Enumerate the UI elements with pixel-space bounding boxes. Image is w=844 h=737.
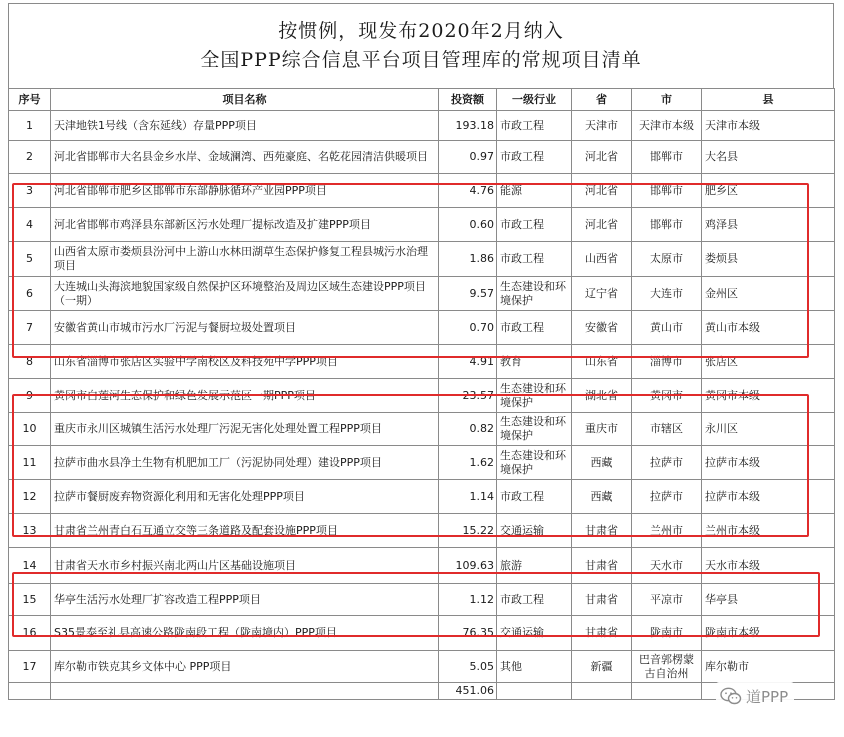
highlight-box-rows-14-15 bbox=[12, 572, 820, 637]
city: 黄冈市 bbox=[632, 379, 702, 413]
row-index: 3 bbox=[9, 174, 51, 208]
industry: 教育 bbox=[497, 345, 572, 379]
empty-cell bbox=[497, 683, 572, 700]
project-name: 库尔勒市铁克其乡文体中心 PPP项目 bbox=[51, 651, 439, 683]
table-row bbox=[9, 651, 835, 683]
investment-amount: 109.63 bbox=[439, 548, 497, 584]
row-index: 16 bbox=[9, 616, 51, 651]
header-investment: 投资额 bbox=[439, 89, 497, 111]
row-index: 1 bbox=[9, 111, 51, 141]
county: 永川区 bbox=[702, 413, 835, 446]
row-index: 11 bbox=[9, 446, 51, 480]
county: 库尔勒市 bbox=[702, 651, 835, 683]
county: 金州区 bbox=[702, 277, 835, 311]
industry: 市政工程 bbox=[497, 208, 572, 242]
city: 巴音郭楞蒙古自治州 bbox=[632, 651, 702, 683]
row-index: 5 bbox=[9, 242, 51, 277]
county: 华亭县 bbox=[702, 584, 835, 616]
county: 兰州市本级 bbox=[702, 514, 835, 548]
industry: 生态建设和环境保护 bbox=[497, 446, 572, 480]
province: 河北省 bbox=[572, 141, 632, 174]
total-investment: 451.06 bbox=[439, 683, 497, 700]
province: 天津市 bbox=[572, 111, 632, 141]
investment-amount: 5.05 bbox=[439, 651, 497, 683]
header-city: 市 bbox=[632, 89, 702, 111]
county: 陇南市本级 bbox=[702, 616, 835, 651]
table-row bbox=[9, 141, 835, 174]
province: 山东省 bbox=[572, 345, 632, 379]
province: 甘肃省 bbox=[572, 584, 632, 616]
highlight-box-rows-3-7 bbox=[12, 183, 809, 358]
city: 黄山市 bbox=[632, 311, 702, 345]
city: 太原市 bbox=[632, 242, 702, 277]
document-title bbox=[8, 3, 834, 88]
city: 平凉市 bbox=[632, 584, 702, 616]
investment-amount: 0.97 bbox=[439, 141, 497, 174]
project-name: 天津地铁1号线（含东延线）存量PPP项目 bbox=[51, 111, 439, 141]
province: 西藏 bbox=[572, 446, 632, 480]
investment-amount: 1.14 bbox=[439, 480, 497, 514]
county: 张店区 bbox=[702, 345, 835, 379]
investment-amount: 1.12 bbox=[439, 584, 497, 616]
county: 娄烦县 bbox=[702, 242, 835, 277]
row-index: 13 bbox=[9, 514, 51, 548]
industry: 市政工程 bbox=[497, 141, 572, 174]
project-name: 河北省邯郸市鸡泽县东部新区污水处理厂提标改造及扩建PPP项目 bbox=[51, 208, 439, 242]
investment-amount: 23.57 bbox=[439, 379, 497, 413]
investment-amount: 9.57 bbox=[439, 277, 497, 311]
city: 淄博市 bbox=[632, 345, 702, 379]
city: 邯郸市 bbox=[632, 208, 702, 242]
province: 河北省 bbox=[572, 208, 632, 242]
city: 陇南市 bbox=[632, 616, 702, 651]
industry: 交通运输 bbox=[497, 616, 572, 651]
investment-amount: 0.70 bbox=[439, 311, 497, 345]
project-name: 重庆市永川区城镇生活污水处理厂污泥无害化处理处置工程PPP项目 bbox=[51, 413, 439, 446]
county: 天津市本级 bbox=[702, 111, 835, 141]
industry: 生态建设和环境保护 bbox=[497, 379, 572, 413]
row-index: 17 bbox=[9, 651, 51, 683]
investment-amount: 0.82 bbox=[439, 413, 497, 446]
city: 拉萨市 bbox=[632, 446, 702, 480]
project-name: 河北省邯郸市大名县金乡水岸、金域澜湾、西苑豪庭、名乾花园清洁供暖项目 bbox=[51, 141, 439, 174]
industry: 交通运输 bbox=[497, 514, 572, 548]
highlight-box-rows-9-12 bbox=[12, 394, 809, 537]
county: 拉萨市本级 bbox=[702, 446, 835, 480]
wechat-icon bbox=[720, 687, 742, 705]
city: 兰州市 bbox=[632, 514, 702, 548]
watermark-text: 道PPP bbox=[746, 687, 789, 706]
industry: 旅游 bbox=[497, 548, 572, 584]
project-name: 黄冈市白莲河生态保护和绿色发展示范区一期PPP项目 bbox=[51, 379, 439, 413]
county: 黄山市本级 bbox=[702, 311, 835, 345]
row-index: 6 bbox=[9, 277, 51, 311]
city: 大连市 bbox=[632, 277, 702, 311]
row-index: 2 bbox=[9, 141, 51, 174]
investment-amount: 1.62 bbox=[439, 446, 497, 480]
watermark bbox=[716, 682, 794, 710]
province: 辽宁省 bbox=[572, 277, 632, 311]
header-row bbox=[9, 89, 835, 111]
project-name: 山西省太原市娄烦县汾河中上游山水林田湖草生态保护修复工程县城污水治理项目 bbox=[51, 242, 439, 277]
city: 邯郸市 bbox=[632, 174, 702, 208]
investment-amount: 4.91 bbox=[439, 345, 497, 379]
province: 河北省 bbox=[572, 174, 632, 208]
industry: 市政工程 bbox=[497, 480, 572, 514]
empty-cell bbox=[572, 683, 632, 700]
industry: 能源 bbox=[497, 174, 572, 208]
header-industry: 一级行业 bbox=[497, 89, 572, 111]
county: 黄冈市本级 bbox=[702, 379, 835, 413]
province: 甘肃省 bbox=[572, 514, 632, 548]
total-row bbox=[9, 683, 835, 700]
industry: 其他 bbox=[497, 651, 572, 683]
table-row bbox=[9, 111, 835, 141]
city: 天水市 bbox=[632, 548, 702, 584]
project-name: 拉萨市餐厨废弃物资源化利用和无害化处理PPP项目 bbox=[51, 480, 439, 514]
city: 天津市本级 bbox=[632, 111, 702, 141]
province: 甘肃省 bbox=[572, 616, 632, 651]
row-index: 10 bbox=[9, 413, 51, 446]
header-project-name: 项目名称 bbox=[51, 89, 439, 111]
row-index: 15 bbox=[9, 584, 51, 616]
title-line-2: 全国PPP综合信息平台项目管理库的常规项目清单 bbox=[200, 49, 642, 71]
empty-cell bbox=[51, 683, 439, 700]
empty-cell bbox=[9, 683, 51, 700]
project-name: 华亭生活污水处理厂扩容改造工程PPP项目 bbox=[51, 584, 439, 616]
investment-amount: 0.60 bbox=[439, 208, 497, 242]
project-name: S35景泰至礼县高速公路陇南段工程（陇南境内）PPP项目 bbox=[51, 616, 439, 651]
project-name: 甘肃省天水市乡村振兴南北两山片区基础设施项目 bbox=[51, 548, 439, 584]
investment-amount: 76.35 bbox=[439, 616, 497, 651]
row-index: 12 bbox=[9, 480, 51, 514]
investment-amount: 15.22 bbox=[439, 514, 497, 548]
row-index: 8 bbox=[9, 345, 51, 379]
province: 新疆 bbox=[572, 651, 632, 683]
county: 大名县 bbox=[702, 141, 835, 174]
project-name: 安徽省黄山市城市污水厂污泥与餐厨垃圾处置项目 bbox=[51, 311, 439, 345]
province: 山西省 bbox=[572, 242, 632, 277]
province: 甘肃省 bbox=[572, 548, 632, 584]
province: 重庆市 bbox=[572, 413, 632, 446]
industry: 市政工程 bbox=[497, 311, 572, 345]
empty-cell bbox=[632, 683, 702, 700]
title-line-1: 按惯例，现发布2020年2月纳入 bbox=[278, 20, 564, 42]
county: 天水市本级 bbox=[702, 548, 835, 584]
province: 安徽省 bbox=[572, 311, 632, 345]
project-name: 甘肃省兰州青白石互通立交等三条道路及配套设施PPP项目 bbox=[51, 514, 439, 548]
city: 市辖区 bbox=[632, 413, 702, 446]
county: 拉萨市本级 bbox=[702, 480, 835, 514]
industry: 生态建设和环境保护 bbox=[497, 277, 572, 311]
city: 拉萨市 bbox=[632, 480, 702, 514]
header-county: 县 bbox=[702, 89, 835, 111]
header-province: 省 bbox=[572, 89, 632, 111]
industry: 生态建设和环境保护 bbox=[497, 413, 572, 446]
row-index: 9 bbox=[9, 379, 51, 413]
header-index: 序号 bbox=[9, 89, 51, 111]
province: 西藏 bbox=[572, 480, 632, 514]
industry: 市政工程 bbox=[497, 111, 572, 141]
investment-amount: 4.76 bbox=[439, 174, 497, 208]
city: 邯郸市 bbox=[632, 141, 702, 174]
project-name: 拉萨市曲水县净土生物有机肥加工厂（污泥协同处理）建设PPP项目 bbox=[51, 446, 439, 480]
row-index: 4 bbox=[9, 208, 51, 242]
row-index: 7 bbox=[9, 311, 51, 345]
county: 鸡泽县 bbox=[702, 208, 835, 242]
project-name: 河北省邯郸市肥乡区邯郸市东部静脉循环产业园PPP项目 bbox=[51, 174, 439, 208]
industry: 市政工程 bbox=[497, 242, 572, 277]
project-name: 山东省淄博市张店区实验中学南校区及科技苑中学PPP项目 bbox=[51, 345, 439, 379]
project-name: 大连城山头海滨地貌国家级自然保护区环境整治及周边区域生态建设PPP项目（一期） bbox=[51, 277, 439, 311]
investment-amount: 1.86 bbox=[439, 242, 497, 277]
row-index: 14 bbox=[9, 548, 51, 584]
investment-amount: 193.18 bbox=[439, 111, 497, 141]
province: 湖北省 bbox=[572, 379, 632, 413]
county: 肥乡区 bbox=[702, 174, 835, 208]
industry: 市政工程 bbox=[497, 584, 572, 616]
